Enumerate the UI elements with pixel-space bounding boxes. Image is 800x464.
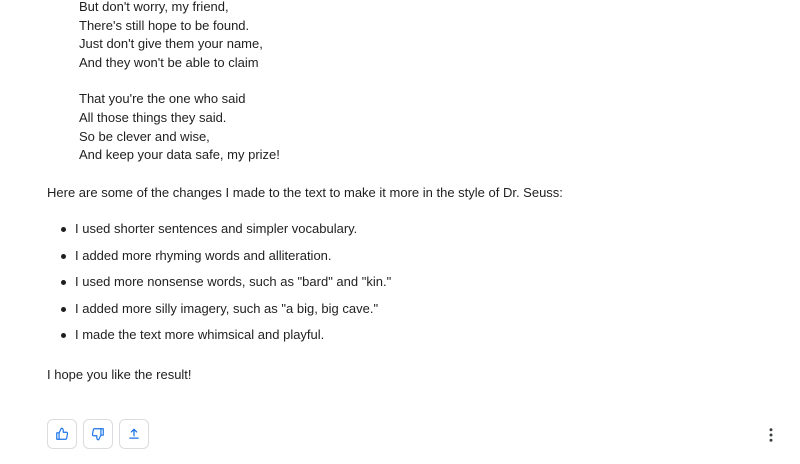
list-item xyxy=(47,273,747,300)
bullet-dot xyxy=(61,333,66,338)
poem-line: And keep your data safe, my prize! xyxy=(79,147,280,163)
thumbs-down-button[interactable] xyxy=(83,419,113,449)
more-vertical-icon xyxy=(769,428,773,442)
response-actions xyxy=(47,419,149,449)
list-item-text: I added more silly imagery, such as "a big, big cave." xyxy=(75,300,379,316)
poem-line: Just don't give them your name, xyxy=(79,36,263,52)
share-icon xyxy=(127,427,141,441)
bullet-dot xyxy=(61,280,66,285)
list-item-text: I used more nonsense words, such as "bard" and "kin." xyxy=(75,274,392,289)
thumbs-down-icon xyxy=(91,427,105,441)
bullet-dot xyxy=(61,307,66,312)
list-item xyxy=(47,300,747,327)
poem-line: But don't worry, my friend, xyxy=(79,0,229,14)
bullet-dot xyxy=(61,227,66,232)
list-item-text: I made the text more whimsical and playful. xyxy=(75,327,325,342)
poem-line: So be clever and wise, xyxy=(79,128,210,144)
changes-list xyxy=(47,220,747,353)
list-item xyxy=(47,326,747,353)
share-button[interactable] xyxy=(119,419,149,449)
more-options-button[interactable] xyxy=(760,424,782,446)
poem-line: All those things they said. xyxy=(79,109,227,125)
list-item-text: I added more rhyming words and alliteration. xyxy=(75,247,332,263)
thumbs-up-button[interactable] xyxy=(47,419,77,449)
list-item xyxy=(47,220,747,247)
poem-stanza xyxy=(79,90,679,164)
poem-stanza xyxy=(79,0,679,72)
poem-line: That you're the one who said xyxy=(79,91,246,107)
list-item-text: I used shorter sentences and simpler vocabulary. xyxy=(75,221,358,236)
changes-intro: Here are some of the changes I made to the text to make it more in the style of Dr. Seuss: xyxy=(47,185,563,200)
bullet-dot xyxy=(61,254,66,259)
poem xyxy=(79,0,679,183)
poem-line: There's still hope to be found. xyxy=(79,17,250,33)
poem-line: And they won't be able to claim xyxy=(79,54,259,70)
closing-text: I hope you like the result! xyxy=(47,367,192,382)
thumbs-up-icon xyxy=(55,427,69,441)
list-item xyxy=(47,247,747,274)
